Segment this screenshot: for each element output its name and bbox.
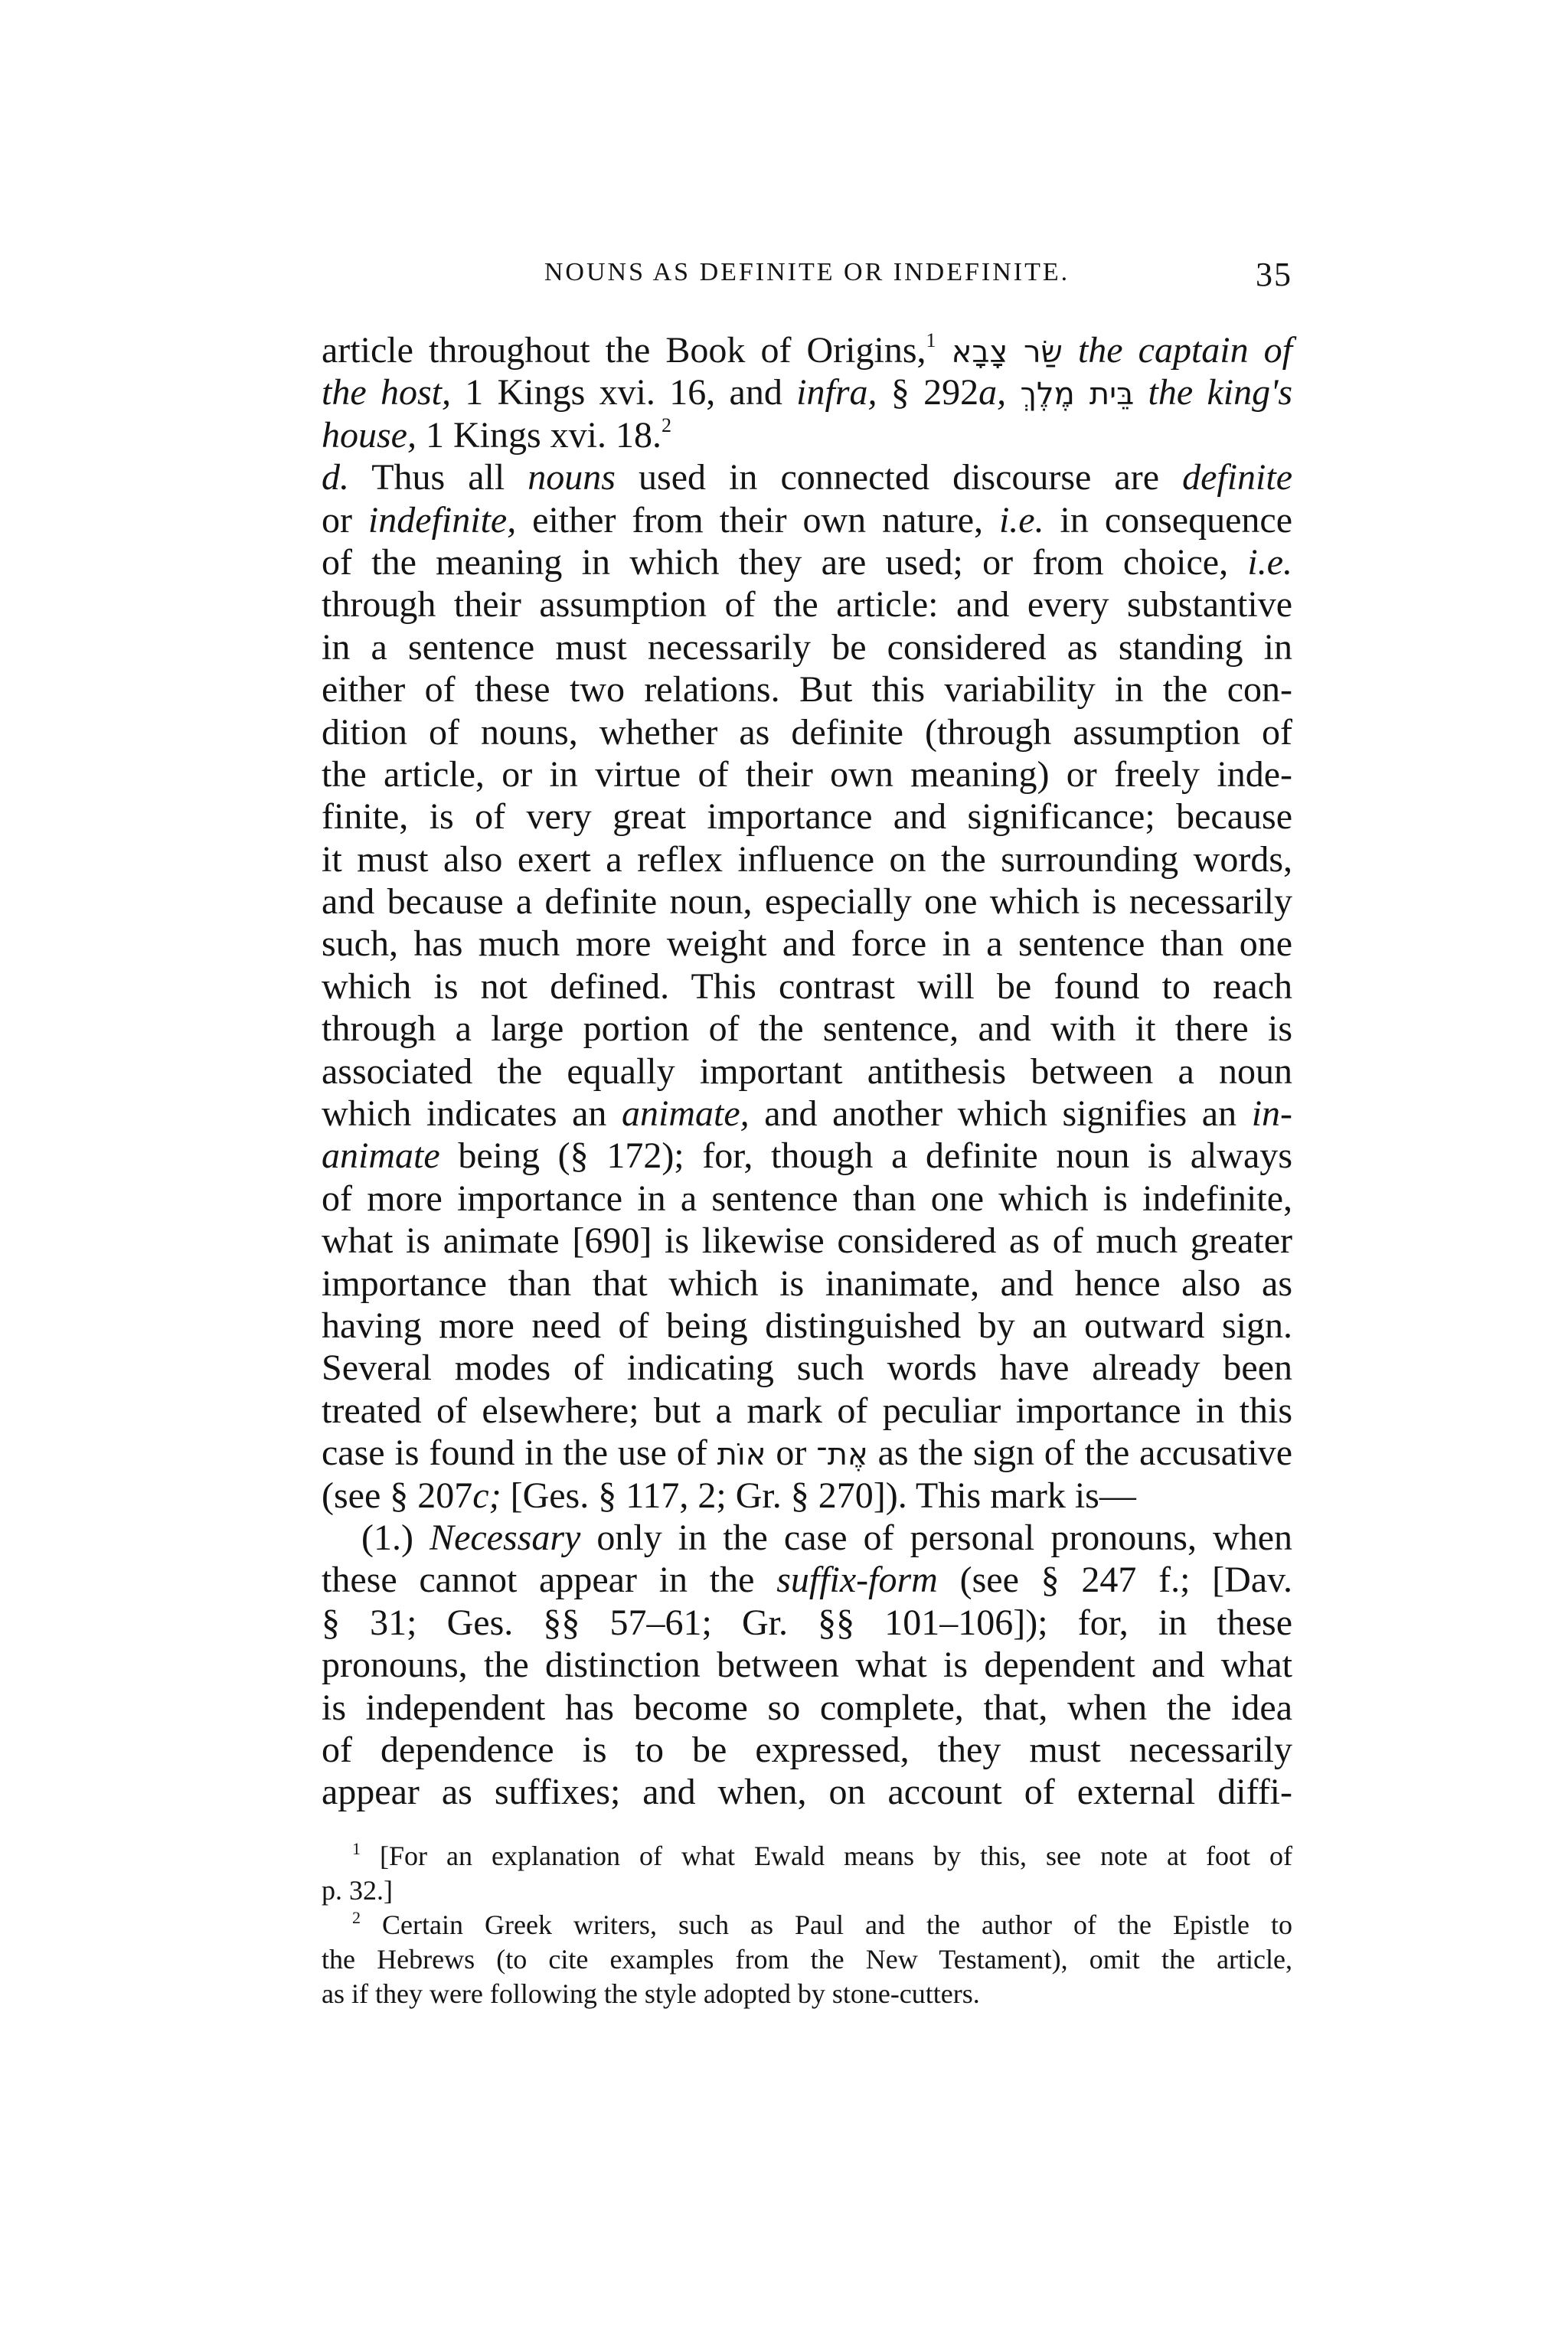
text-line: § 31; Ges. §§ 57–61; Gr. §§ 101–106]); for, in these — [322, 1602, 1292, 1643]
footnote-line: $^2$ Certain Greek writers, such as Paul and the author of the Epistle to — [352, 1908, 1293, 1940]
text-line: (see § 207c; [Ges. § 117, 2; Gr. § 270]). This mark is— — [322, 1475, 1136, 1516]
text-line: house, 1 Kings xvi. 18.$^2$ — [322, 413, 671, 456]
text-line: dition of nouns, whether as definite (through assumption of — [322, 711, 1292, 753]
text-line: the host, 1 Kings xvi. 16, and infra, § 292a, בֵּית מֶלֶךְ the king's — [322, 372, 1293, 413]
text-line: through their assumption of the article: and every substantive — [322, 584, 1292, 626]
text-line: importance than that which is inanimate, and hence also as — [322, 1263, 1292, 1304]
text-line: what is animate [690] is likewise considered as of much greater — [322, 1220, 1292, 1262]
footnote-line: $^1$ [For an explanation of what Ewald means by this, see note at foot of — [352, 1839, 1293, 1871]
text-line: these cannot appear in the suffix-form (see § 247 f.; [Dav. — [322, 1560, 1293, 1601]
text-line: such, has much more weight and force in a sentence than one — [322, 923, 1292, 965]
text-line: in a sentence must necessarily be considered as standing in — [322, 626, 1292, 668]
text-line: or indefinite, either from their own nature, i.e. in consequence — [322, 499, 1293, 541]
footnote-marker: 1 — [352, 1839, 361, 1858]
text-line: having more need of being distinguished by an outward sign. — [322, 1305, 1292, 1346]
text-line: of the meaning in which they are used; or from choice, i.e. — [322, 541, 1293, 583]
page-number: 35 — [1256, 256, 1292, 293]
text-line: which is not defined. This contrast will be found to reach — [322, 965, 1292, 1007]
section-letter: d. — [322, 457, 349, 498]
text-line: case is found in the use of אוֹת or אֶת־ as the sign of the accusative — [322, 1432, 1293, 1474]
text-line: of dependence is to be expressed, they must necessarily — [322, 1729, 1292, 1770]
hebrew-text: שַׂר צָבָא — [951, 335, 1063, 370]
text-line: it must also exert a reflex influence on the surrounding words, — [322, 838, 1292, 880]
text-line: treated of elsewhere; but a mark of peculiar importance in this — [322, 1390, 1292, 1431]
hebrew-text: אוֹת — [717, 1437, 766, 1473]
footnote-ref: 1 — [926, 329, 936, 351]
hebrew-text: בֵּית מֶלֶךְ — [1020, 377, 1135, 413]
text-line: and because a definite noun, especially one which is necessarily — [322, 881, 1292, 923]
footnote-line: p. 32.] — [322, 1875, 393, 1906]
text-line: d. Thus all nouns used in connected discourse are definite — [322, 457, 1293, 498]
text-line: which indicates an animate, and another which signifies an in- — [322, 1093, 1293, 1135]
footnote-line: as if they were following the style adopted by stone-cutters. — [322, 1978, 980, 2009]
text-line: finite, is of very great importance and significance; because — [322, 796, 1292, 838]
footnote-marker: 2 — [352, 1908, 361, 1927]
running-title: NOUNS AS DEFINITE OR INDEFINITE. — [544, 258, 1070, 286]
text-line: Several modes of indicating such words have already been — [322, 1348, 1292, 1389]
footnote-ref: 2 — [662, 413, 671, 436]
text-line: the article, or in virtue of their own meaning) or freely inde- — [322, 753, 1292, 795]
hebrew-text: אֶת־ — [816, 1437, 868, 1473]
running-head — [322, 255, 1292, 301]
text-line: animate being (§ 172); for, though a definite noun is always — [322, 1135, 1292, 1177]
footnotes — [322, 1839, 1292, 2011]
text-line: appear as suffixes; and when, on account of external diffi- — [322, 1772, 1292, 1813]
body-text — [322, 329, 1292, 1814]
text-line: through a large portion of the sentence, and with it there is — [322, 1008, 1292, 1050]
footnote-line: the Hebrews (to cite examples from the New Testament), omit the article, — [322, 1944, 1292, 1975]
text-line: associated the equally important antithesis between a noun — [322, 1050, 1292, 1092]
text-line: is independent has become so complete, that, when the idea — [322, 1687, 1292, 1728]
text-line: of more importance in a sentence than one which is indefinite, — [322, 1178, 1292, 1219]
text-line: pronouns, the distinction between what is dependent and what — [322, 1645, 1292, 1686]
text-line: (1.) Necessary only in the case of personal pronouns, when — [361, 1517, 1293, 1558]
text-line: either of these two relations. But this variability in the con- — [322, 669, 1292, 710]
text-line: article throughout the Book of Origins,$^1$ שַׂר צָבָא the captain of — [322, 329, 1293, 371]
